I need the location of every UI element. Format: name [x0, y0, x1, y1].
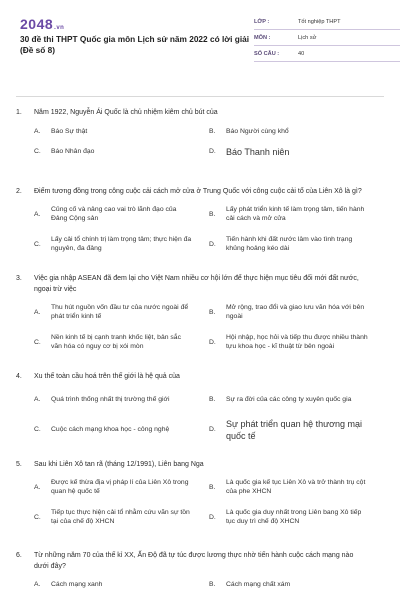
option-letter: B.	[209, 580, 216, 588]
answer-option[interactable]	[34, 388, 209, 412]
document-header	[16, 10, 384, 90]
question-text: Xu thế toàn cầu hoá trên thế giới là hệ quả của	[34, 373, 180, 380]
option-letter: A.	[34, 210, 41, 218]
question-stem	[16, 108, 384, 119]
option-text: Được kế thừa địa vị pháp lí của Liên Xô trong quan hệ quốc tế	[51, 479, 189, 495]
option-text: Thu hút nguồn vốn đầu tư của nước ngoài để phát triển kinh tế	[51, 304, 189, 320]
answer-option[interactable]	[34, 418, 209, 442]
option-letter: C.	[34, 513, 41, 521]
question-stem	[16, 274, 384, 295]
meta-label: LỚP :	[254, 18, 270, 25]
question-list	[16, 108, 384, 600]
question-item	[16, 108, 384, 165]
question-number: 3.	[16, 275, 22, 282]
answer-option[interactable]	[34, 505, 209, 529]
question-text: Việc gia nhập ASEAN đã đem lại cho Việt Nam nhiều cơ hội lớn để thực hiện mục tiêu đối mới đất nước, ngoại trừ việc	[34, 275, 359, 293]
question-text: Từ những năm 70 của thế kỉ XX, Ấn Độ đã tự túc được lương thực nhờ tiến hành cuộc cách mạng nào dưới đây?	[34, 552, 354, 570]
option-text: Quá trình thống nhất thị trường thế giới	[51, 396, 170, 403]
answer-option[interactable]	[209, 505, 384, 529]
answer-option[interactable]	[34, 330, 209, 354]
meta-value: Tốt nghiệp THPT	[298, 18, 341, 25]
option-text: Sự phát triển quan hệ thương mại quốc tế	[226, 418, 363, 441]
question-item	[16, 551, 384, 597]
option-text: Cách mạng chất xám	[226, 580, 291, 588]
answer-option[interactable]	[34, 300, 209, 324]
option-text: Tiến hành khi đất nước lâm vào tình trạng khủng hoảng kéo dài	[226, 236, 353, 252]
question-stem	[16, 551, 384, 572]
answer-option[interactable]	[209, 300, 384, 324]
meta-value: Lịch sử	[298, 34, 317, 41]
question-item	[16, 372, 384, 448]
meta-row-grade	[254, 14, 400, 30]
answer-options	[34, 300, 384, 360]
logo-suffix-text: .vn	[54, 25, 65, 31]
meta-row-count	[254, 46, 400, 62]
option-text: Là quốc gia kế tục Liên Xô và trở thành trụ cột của phe XHCN	[226, 479, 366, 495]
option-letter: B.	[209, 483, 216, 491]
answer-options	[34, 577, 384, 597]
question-text: Điểm tương đồng trong công cuộc cải cách mở cửa ở Trung Quốc với công cuộc cải tổ của Liên Xô là gì?	[34, 187, 362, 195]
question-stem	[16, 460, 384, 471]
option-text: Sự ra đời của các công ty xuyên quốc gia	[226, 396, 352, 403]
option-text: Báo Nhân đạo	[51, 148, 95, 155]
option-letter: C.	[34, 338, 41, 346]
option-letter: D.	[209, 426, 216, 433]
question-stem	[16, 372, 384, 383]
option-text: Lấy phát triển kinh tế làm trọng tâm, tiến hành cải cách và mở cửa	[226, 206, 365, 222]
option-letter: A.	[34, 483, 41, 491]
answer-option[interactable]	[209, 418, 384, 442]
option-letter: A.	[34, 396, 41, 403]
option-text: Củng cố và nâng cao vai trò lãnh đạo của Đảng Cộng sản	[51, 206, 177, 222]
option-text: Báo Thanh niên	[226, 146, 290, 157]
question-number: 1.	[16, 109, 22, 116]
answer-option[interactable]	[34, 475, 209, 499]
question-number: 5.	[16, 460, 22, 468]
answer-options	[34, 388, 384, 448]
question-item	[16, 274, 384, 360]
question-number: 2.	[16, 187, 22, 195]
option-text: Nền kinh tế bị cạnh tranh khốc liệt, bản sắc văn hóa có nguy cơ bị xói mòn	[51, 334, 181, 350]
option-letter: D.	[209, 338, 216, 346]
question-text: Sau khi Liên Xô tan rã (tháng 12/1991), Liên bang Nga	[34, 460, 204, 468]
option-letter: D.	[209, 240, 216, 248]
option-letter: B.	[209, 128, 216, 135]
answer-options	[34, 125, 384, 165]
option-text: Tiếp tục thực hiện cải tổ nhằm cứu vãn sự tồn tại của chế độ XHCN	[51, 509, 190, 525]
question-stem	[16, 187, 384, 198]
option-letter: A.	[34, 580, 41, 588]
meta-value: 40	[298, 50, 305, 57]
option-letter: A.	[34, 128, 41, 135]
document-title: 30 đề thi THPT Quốc gia môn Lịch sử năm 2022 có lời giải (Đề số 8)	[20, 34, 250, 55]
site-logo[interactable]	[20, 16, 64, 32]
meta-label: MÔN :	[254, 34, 271, 41]
option-letter: C.	[34, 148, 41, 155]
question-number: 6.	[16, 552, 22, 559]
document-meta-table	[254, 14, 400, 62]
answer-option[interactable]	[209, 145, 384, 159]
option-text: Báo Người cùng khổ	[226, 128, 289, 135]
question-item	[16, 460, 384, 536]
option-text: Lấy cải tổ chính trị làm trọng tâm; thực hiện đa nguyên, đa đảng	[51, 236, 192, 252]
meta-row-subject	[254, 30, 400, 46]
option-letter: C.	[34, 426, 41, 433]
meta-label: SỐ CÂU :	[254, 50, 280, 57]
option-text: Hội nhập, học hỏi và tiếp thu được nhiều thành tựu khoa học - kĩ thuật từ bên ngoài	[226, 334, 368, 350]
option-letter: A.	[34, 308, 41, 316]
option-text: Mở rộng, trao đổi và giao lưu văn hóa với bên ngoài	[226, 304, 365, 320]
option-text: Cách mạng xanh	[51, 580, 103, 588]
option-letter: D.	[209, 513, 216, 521]
option-letter: C.	[34, 240, 41, 248]
answer-option[interactable]	[209, 202, 384, 226]
answer-options	[34, 202, 384, 262]
answer-option[interactable]	[209, 475, 384, 499]
answer-option[interactable]	[209, 125, 384, 139]
answer-options	[34, 475, 384, 535]
option-letter: B.	[209, 308, 216, 316]
option-text: Cuộc cách mạng khoa học - công nghệ	[51, 426, 170, 433]
answer-option[interactable]	[34, 202, 209, 226]
answer-option[interactable]	[209, 577, 384, 591]
answer-option[interactable]	[34, 125, 209, 139]
option-letter: B.	[209, 396, 216, 403]
logo-main-text: 2048	[20, 16, 54, 32]
option-letter: D.	[209, 148, 216, 155]
answer-option[interactable]	[209, 330, 384, 354]
answer-option[interactable]	[209, 388, 384, 412]
header-divider	[16, 96, 384, 97]
answer-option[interactable]	[209, 232, 384, 256]
question-text: Năm 1922, Nguyễn Ái Quốc là chủ nhiệm kiêm chủ bút của	[34, 109, 218, 116]
option-letter: B.	[209, 210, 216, 218]
option-text: Là quốc gia duy nhất trong Liên bang Xô tiếp tục duy trì chế độ XHCN	[226, 509, 362, 525]
question-item	[16, 187, 384, 263]
answer-option[interactable]	[34, 577, 209, 591]
answer-option[interactable]	[34, 232, 209, 256]
question-number: 4.	[16, 373, 22, 380]
answer-option[interactable]	[34, 145, 209, 159]
option-text: Báo Sự thật	[51, 128, 88, 135]
